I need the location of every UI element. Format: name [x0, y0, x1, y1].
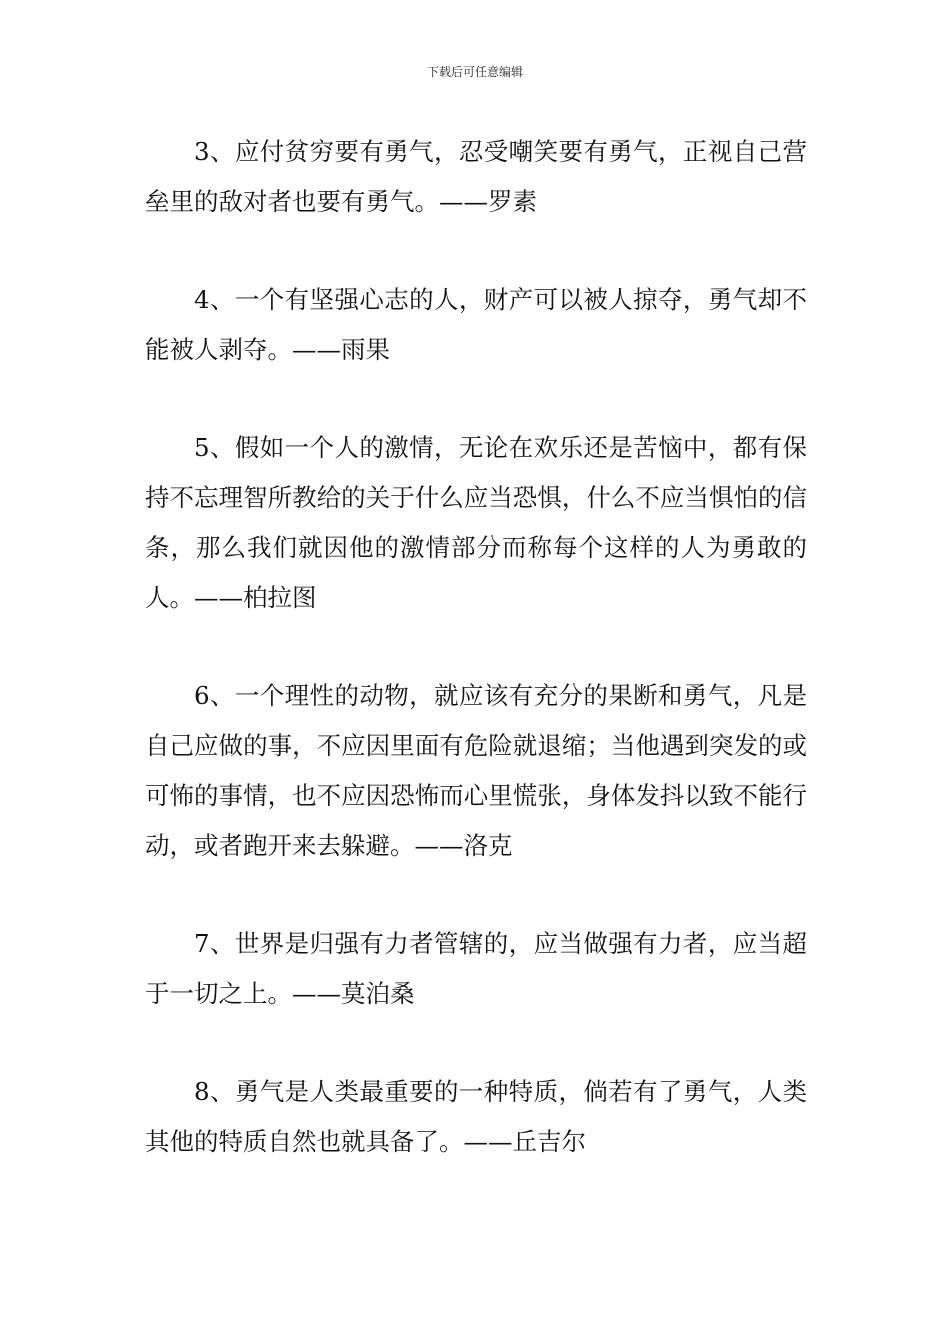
quote-paragraph: 4、一个有坚强心志的人，财产可以被人掠夺，勇气却不能被人剥夺。——雨果 — [145, 285, 807, 364]
header-note: 下载后可任意编辑 — [426, 65, 523, 79]
quote-paragraph: 3、应付贫穷要有勇气，忍受嘲笑要有勇气，正视自己营垒里的敌对者也要有勇气。——罗素 — [145, 137, 807, 216]
paragraph-gap — [145, 375, 807, 423]
paragraph-gap — [145, 623, 807, 671]
quote-paragraph: 8、勇气是人类最重要的一种特质，倘若有了勇气，人类其他的特质自然也就具备了。——丘吉尔 — [145, 1077, 807, 1156]
quote-paragraph: 6、一个理性的动物，就应该有充分的果断和勇气，凡是自己应做的事，不应因里面有危险就退缩；当他遇到突发的或可怖的事情，也不应因恐怖而心里慌张，身体发抖以致不能行动，或者跑开来去躲避。——洛克 — [145, 681, 807, 860]
quote-paragraph: 5、假如一个人的激情，无论在欢乐还是苦恼中，都有保持不忘理智所教给的关于什么应当恐惧，什么不应当惧怕的信条，那么我们就因他的激情部分而称每个这样的人为勇敢的人。——柏拉图 — [145, 433, 807, 612]
document-body — [145, 127, 807, 1167]
paragraph-gap — [145, 227, 807, 275]
paragraph-gap — [145, 871, 807, 919]
quote-paragraph: 7、世界是归强有力者管辖的，应当做强有力者，应当超于一切之上。——莫泊桑 — [145, 929, 807, 1008]
paragraph-gap — [145, 1019, 807, 1067]
